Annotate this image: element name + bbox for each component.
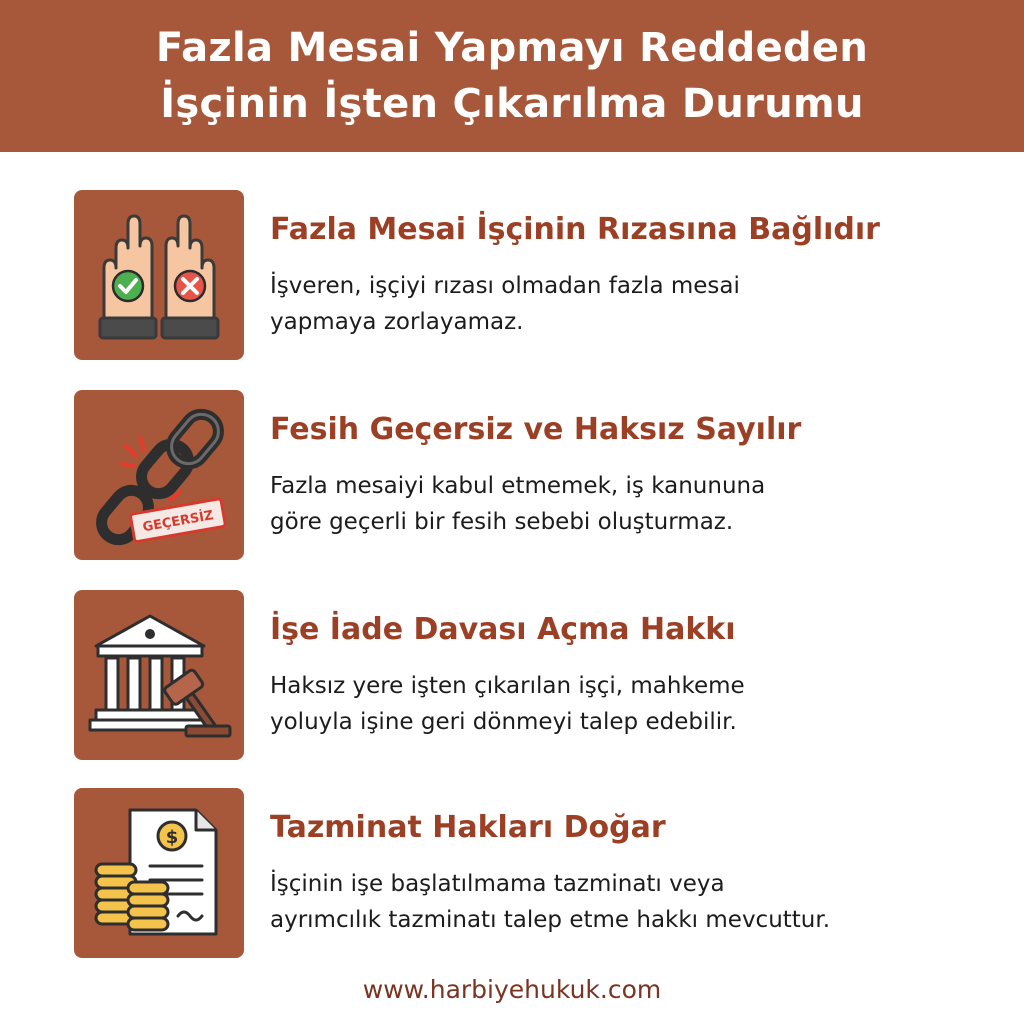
coins-document-icon — [74, 788, 244, 958]
item-description-line: İşveren, işçiyi rızası olmadan fazla mesai — [270, 273, 740, 299]
item-description-line: ayrımcılık tazminatı talep etme hakkı mevcuttur. — [270, 907, 831, 933]
item-description-line: İşçinin işe başlatılmama tazminatı veya — [270, 871, 725, 897]
item-description — [270, 268, 990, 340]
info-item-consent — [74, 190, 974, 362]
stamp-label: GEÇERSİZ — [141, 508, 215, 536]
info-item-reinstatement — [74, 590, 974, 762]
hands-check-cross-icon — [74, 190, 244, 360]
item-description-line: Haksız yere işten çıkarılan işçi, mahkeme — [270, 673, 745, 699]
svg-text:$: $ — [165, 827, 179, 848]
item-description — [270, 468, 990, 540]
website-link[interactable]: www.harbiyehukuk.com — [362, 975, 662, 1004]
item-title: Fazla Mesai İşçinin Rızasına Bağlıdır — [270, 212, 880, 247]
item-description — [270, 866, 990, 938]
info-item-compensation — [74, 788, 974, 960]
item-description-line: yoluyla işine geri dönmeyi talep edebilir. — [270, 709, 737, 735]
courthouse-gavel-icon — [74, 590, 244, 760]
broken-chain-icon — [74, 390, 244, 560]
page-title-line-1: Fazla Mesai Yapmayı Reddeden — [155, 25, 869, 71]
item-description-line: göre geçerli bir fesih sebebi oluşturmaz. — [270, 509, 734, 535]
page-title-line-2: İşçinin İşten Çıkarılma Durumu — [160, 81, 864, 127]
header-banner — [0, 0, 1024, 152]
item-title: Tazminat Hakları Doğar — [270, 810, 666, 845]
item-title: İşe İade Davası Açma Hakkı — [270, 612, 736, 647]
info-item-invalid-termination — [74, 390, 974, 562]
item-description-line: yapmaya zorlayamaz. — [270, 309, 524, 335]
item-title: Fesih Geçersiz ve Haksız Sayılır — [270, 412, 802, 447]
item-description — [270, 668, 990, 740]
item-description-line: Fazla mesaiyi kabul etmemek, iş kanununa — [270, 473, 766, 499]
